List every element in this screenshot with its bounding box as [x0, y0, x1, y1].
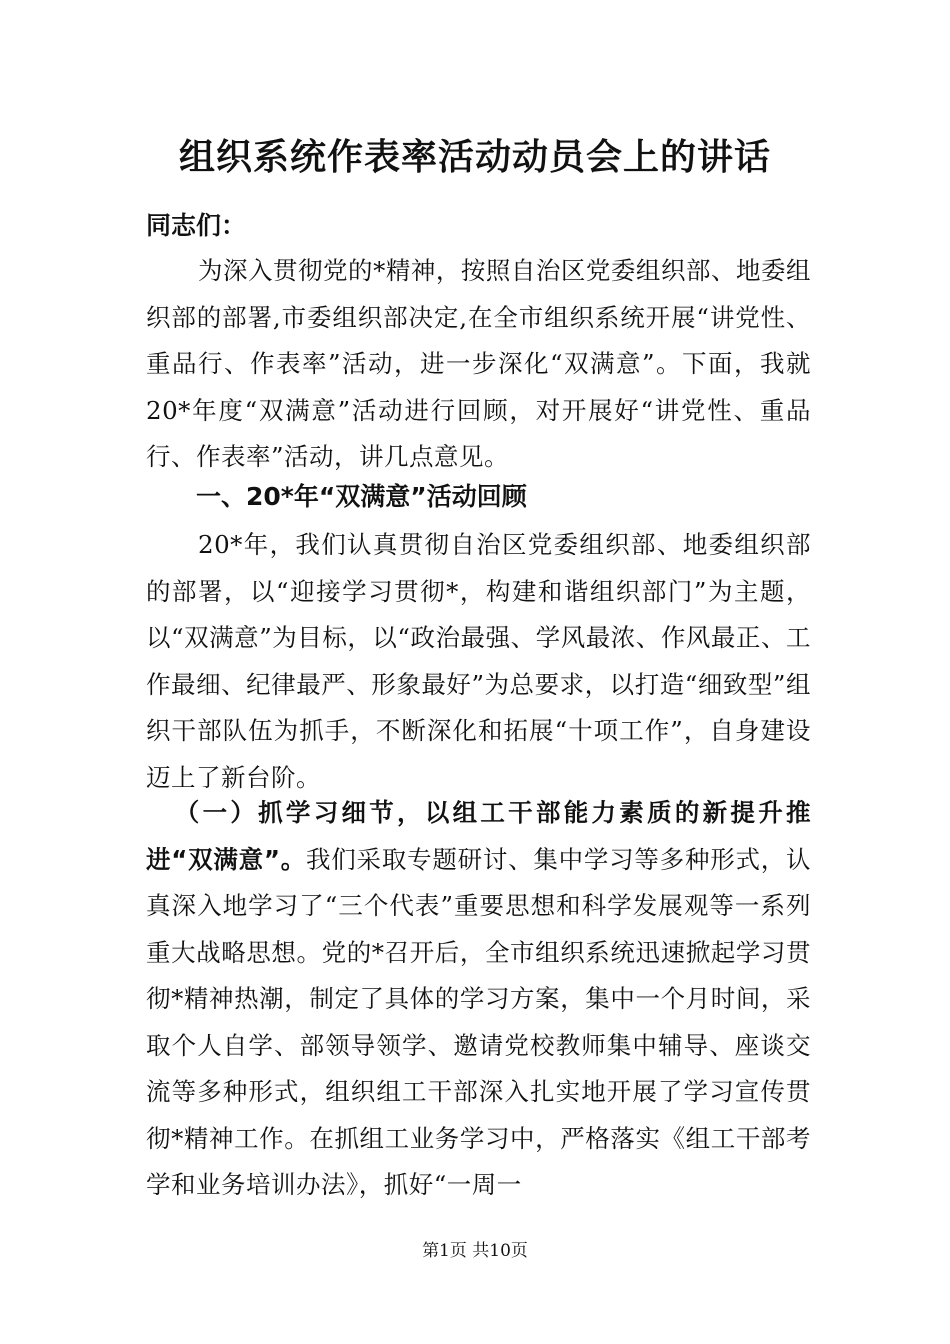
subsection-heading-1: （一）抓学习细节，以组工干部能力素质的新提升推进“双满意”。 [146, 798, 811, 874]
section-heading-1: 一、20*年“双满意”活动回顾 [196, 482, 527, 511]
paragraph-study-body: 我们采取专题研讨、集中学习等多种形式，认真深入地学习了“三个代表”重要思想和科学发展观等一系列重大战略思想。党的*召开后，全市组织系统迅速掀起学习贯彻*精神热潮，制定了具体的学习方案，集中一个月时间，采取个人自学、部领导领学、邀请党校教师集中辅导、座谈交流等多种形式，组织组工干部深入扎实地开展了学习宣传贯彻*精神工作。在抓组工业务学习中，严格落实《组工干部考学和业务培训办法》，抓好“一周一 [146, 844, 811, 1199]
page-footer: 第1页 共10页 [422, 1241, 528, 1261]
paragraph-review: 20*年，我们认真贯彻自治区党委组织部、地委组织部的部署，以“迎接学习贯彻*，构建和谐组织部门”为主题，以“双满意”为目标，以“政治最强、学风最浓、作风最正、工作最细、纪律最严、形象最好”为总要求，以打造“细致型”组织干部队伍为抓手，不断深化和拓展“十项工作”，自身建设迈上了新台阶。 [146, 530, 811, 792]
paragraph-study [146, 790, 811, 1209]
document-title: 组织系统作表率活动动员会上的讲话 [178, 137, 771, 178]
paragraph-intro: 为深入贯彻党的*精神，按照自治区党委组织部、地委组织部的部署,市委组织部决定,在全市组织系统开展“讲党性、重品行、作表率”活动，进一步深化“双满意”。下面，我就20*年度“双满意”活动进行回顾，对开展好“讲党性、重品行、作表率”活动，讲几点意见。 [146, 256, 811, 471]
salutation: 同志们： [146, 211, 247, 240]
